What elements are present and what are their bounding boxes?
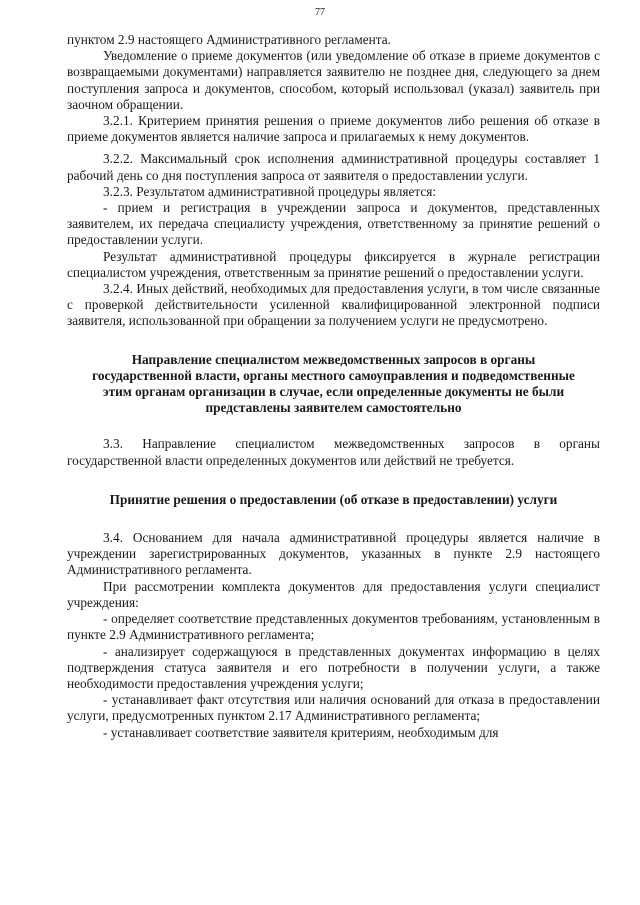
list-item: - устанавливает факт отсутствия или наличия оснований для отказа в предоставлении услуги, предусмотренных пунктом 2.17 Административного регламента; <box>67 692 600 724</box>
paragraph: 3.2.4. Иных действий, необходимых для предоставления услуги, в том числе связанные с проверкой действительности усиленной квалифицированной электронной подписи заявителя, использованной при обращении за получением услуги не предусмотрено. <box>67 281 600 329</box>
paragraph: 3.2.1. Критерием принятия решения о приеме документов либо решения об отказе в приеме документов является наличие запроса и прилагаемых к нему документов. <box>67 113 600 145</box>
paragraph: 3.2.2. Максимальный срок исполнения административной процедуры составляет 1 рабочий день со дня поступления запроса от заявителя о предоставлении услуги. <box>67 151 600 183</box>
paragraph: пунктом 2.9 настоящего Административного регламента. <box>67 32 391 47</box>
section-heading: Направление специалистом межведомственных запросов в органы государственной власти, органы местного самоуправления и подведомственные этим органам организации в случае, если определенные документы не были представлены заявителем самостоятельно <box>92 351 575 416</box>
paragraph: 3.4. Основанием для начала административной процедуры является наличие в учреждении зарегистрированных документов, указанных в пункте 2.9 настоящего Административного регламента. <box>67 530 600 578</box>
list-item: - устанавливает соответствие заявителя критериям, необходимым для <box>103 724 499 740</box>
paragraph: Результат административной процедуры фиксируется в журнале регистрации специалистом учреждения, ответственным за принятие решений о предоставлении услуги. <box>67 248 600 280</box>
paragraph: 3.3. Направление специалистом межведомственных запросов в органы государственной власти определенных документов или действий не требуется. <box>67 436 600 468</box>
list-item: - прием и регистрация в учреждении запроса и документов, представленных заявителем, их передача специалисту учреждения, ответственному за принятие решений о предоставлении услуги. <box>67 200 600 248</box>
paragraph: При рассмотрении комплекта документов для предоставления услуги специалист учреждения: <box>67 578 600 610</box>
page-number: 77 <box>315 7 325 18</box>
section-heading: Принятие решения о предоставлении (об отказе в предоставлении) услуги <box>109 491 558 507</box>
list-item: - определяет соответствие представленных документов требованиям, установленным в пункте 2.9 Административного регламента; <box>67 611 600 643</box>
paragraph: 3.2.3. Результатом административной процедуры является: <box>103 183 437 199</box>
paragraph: Уведомление о приеме документов (или уведомление об отказе в приеме документов с возвращаемыми документами) направляется заявителю не позднее дня, следующего за днем поступления запроса и документов, способом, который использовал (указал) заявитель при заочном обращении. <box>67 48 600 112</box>
document-body <box>67 32 600 741</box>
list-item: - анализирует содержащуюся в представленных документах информацию в целях подтверждения статуса заявителя и его потребности в получении услуги, а также необходимости предоставления учреждения услуги; <box>67 643 600 691</box>
